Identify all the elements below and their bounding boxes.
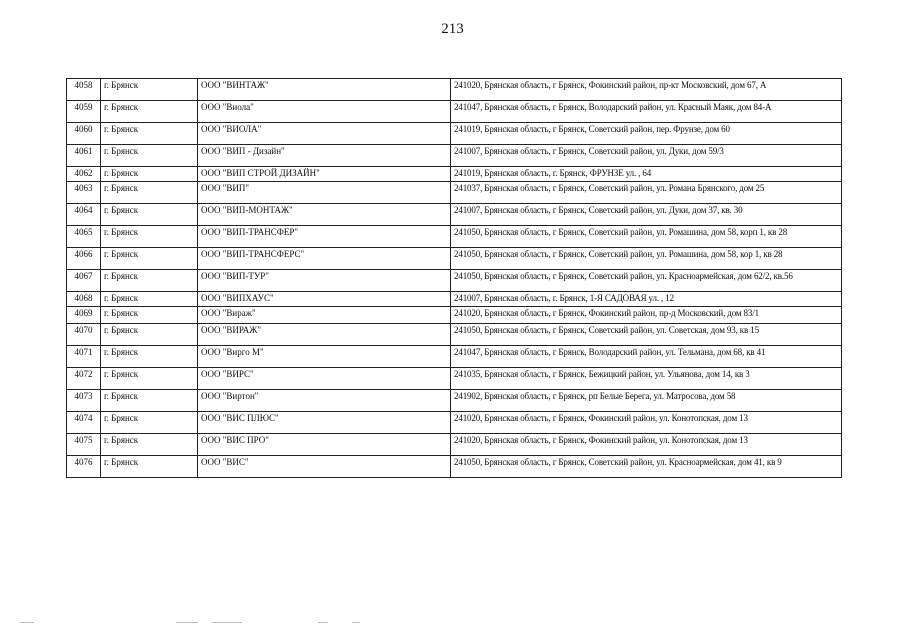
row-number: 4063 [67, 182, 101, 204]
row-city: г. Брянск [101, 324, 198, 346]
table-row [67, 324, 842, 346]
table-row [67, 182, 842, 204]
row-number: 4060 [67, 123, 101, 145]
row-city: г. Брянск [101, 248, 198, 270]
row-organization-name: ООО "Вирго М" [198, 346, 451, 368]
table-row [67, 167, 842, 182]
row-organization-name: ООО "ВИП - Дизайн" [198, 145, 451, 167]
row-city: г. Брянск [101, 145, 198, 167]
row-city: г. Брянск [101, 346, 198, 368]
row-number: 4070 [67, 324, 101, 346]
row-city: г. Брянск [101, 101, 198, 123]
row-organization-name: ООО "ВИП СТРОЙ ДИЗАЙН" [198, 167, 451, 182]
row-address: 241020, Брянская область, г Брянск, Фокинский район, пр-д Московский, дом 83/1 [451, 307, 842, 324]
row-city: г. Брянск [101, 123, 198, 145]
table-row [67, 248, 842, 270]
row-number: 4059 [67, 101, 101, 123]
scan-artifact-line [212, 622, 242, 623]
table-row [67, 79, 842, 101]
row-number: 4061 [67, 145, 101, 167]
row-address: 241037, Брянская область, г Брянск, Советский район, ул. Романа Брянского, дом 25 [451, 182, 842, 204]
row-address: 241902, Брянская область, г Брянск, рп Белые Берега, ул. Матросова, дом 58 [451, 390, 842, 412]
row-number: 4062 [67, 167, 101, 182]
row-number: 4067 [67, 270, 101, 292]
row-address: 241019, Брянская область, г. Брянск, ФРУНЗЕ ул. , 64 [451, 167, 842, 182]
row-number: 4071 [67, 346, 101, 368]
organization-registry-table [66, 78, 842, 478]
row-address: 241007, Брянская область, г Брянск, Советский район, ул. Дуки, дом 59/3 [451, 145, 842, 167]
row-address: 241020, Брянская область, г Брянск, Фокинский район, ул. Конотопская, дом 13 [451, 434, 842, 456]
row-address: 241035, Брянская область, г Брянск, Бежицкий район, ул. Ульянова, дом 14, кв 3 [451, 368, 842, 390]
row-address: 241047, Брянская область, г Брянск, Володарский район, ул. Красный Маяк, дом 84-А [451, 101, 842, 123]
row-city: г. Брянск [101, 368, 198, 390]
table-row [67, 204, 842, 226]
scan-artifact-line [318, 622, 328, 623]
table-row [67, 292, 842, 307]
page-number: 213 [441, 21, 464, 37]
row-city: г. Брянск [101, 390, 198, 412]
row-organization-name: ООО "ВИНТАЖ" [198, 79, 451, 101]
row-city: г. Брянск [101, 434, 198, 456]
row-address: 241050, Брянская область, г Брянск, Советский район, ул. Советская, дом 93, кв 15 [451, 324, 842, 346]
row-organization-name: ООО "Виртон" [198, 390, 451, 412]
scan-artifact-line [352, 622, 360, 623]
row-city: г. Брянск [101, 226, 198, 248]
row-number: 4065 [67, 226, 101, 248]
row-city: г. Брянск [101, 167, 198, 182]
table-row [67, 101, 842, 123]
row-number: 4064 [67, 204, 101, 226]
row-address: 241020, Брянская область, г Брянск, Фокинский район, ул. Конотопская, дом 13 [451, 412, 842, 434]
row-city: г. Брянск [101, 456, 198, 478]
row-organization-name: ООО "ВИС" [198, 456, 451, 478]
table-row [67, 226, 842, 248]
row-organization-name: ООО "ВИП-ТУР" [198, 270, 451, 292]
row-organization-name: ООО "ВИРС" [198, 368, 451, 390]
table-row [67, 390, 842, 412]
row-number: 4072 [67, 368, 101, 390]
row-number: 4066 [67, 248, 101, 270]
row-address: 241050, Брянская область, г Брянск, Советский район, ул. Ромашина, дом 58, кор 1, кв 28 [451, 248, 842, 270]
scan-artifact-line [20, 622, 34, 623]
table-row [67, 145, 842, 167]
row-address: 241047, Брянская область, г Брянск, Володарский район, ул. Тельмана, дом 68, кв 41 [451, 346, 842, 368]
row-city: г. Брянск [101, 204, 198, 226]
row-number: 4074 [67, 412, 101, 434]
row-organization-name: ООО "ВИРАЖ" [198, 324, 451, 346]
row-number: 4058 [67, 79, 101, 101]
row-address: 241007, Брянская область, г. Брянск, 1-Я САДОВАЯ ул. , 12 [451, 292, 842, 307]
row-organization-name: ООО "ВИС ПРО" [198, 434, 451, 456]
row-organization-name: ООО "ВИОЛА" [198, 123, 451, 145]
row-city: г. Брянск [101, 307, 198, 324]
row-organization-name: ООО "Вираж" [198, 307, 451, 324]
row-number: 4069 [67, 307, 101, 324]
table-row [67, 434, 842, 456]
row-city: г. Брянск [101, 182, 198, 204]
table-row [67, 270, 842, 292]
row-number: 4068 [67, 292, 101, 307]
table-row [67, 412, 842, 434]
row-organization-name: ООО "ВИП" [198, 182, 451, 204]
row-city: г. Брянск [101, 79, 198, 101]
table-row [67, 368, 842, 390]
table-row [67, 456, 842, 478]
row-organization-name: ООО "ВИП-МОНТАЖ" [198, 204, 451, 226]
row-address: 241050, Брянская область, г Брянск, Советский район, ул. Красноармейская, дом 41, кв 9 [451, 456, 842, 478]
row-city: г. Брянск [101, 292, 198, 307]
row-organization-name: ООО "ВИП-ТРАНСФЕР" [198, 226, 451, 248]
row-address: 241019, Брянская область, г Брянск, Советский район, пер. Фрунзе, дом 60 [451, 123, 842, 145]
table-row [67, 346, 842, 368]
row-address: 241050, Брянская область, г Брянск, Советский район, ул. Ромашина, дом 58, корп 1, кв 28 [451, 226, 842, 248]
row-organization-name: ООО "ВИС ПЛЮС" [198, 412, 451, 434]
row-address: 241020, Брянская область, г Брянск, Фокинский район, пр-кт Московский, дом 67, А [451, 79, 842, 101]
row-number: 4075 [67, 434, 101, 456]
table-row [67, 123, 842, 145]
row-address: 241050, Брянская область, г Брянск, Советский район, ул. Красноармейская, дом 62/2, кв.56 [451, 270, 842, 292]
table-row [67, 307, 842, 324]
row-address: 241007, Брянская область, г Брянск, Советский район, ул. Дуки, дом 37, кв. 30 [451, 204, 842, 226]
row-organization-name: ООО "ВИП-ТРАНСФЕРС" [198, 248, 451, 270]
row-city: г. Брянск [101, 412, 198, 434]
row-organization-name: ООО "ВИПХАУС" [198, 292, 451, 307]
row-number: 4076 [67, 456, 101, 478]
row-organization-name: ООО "Виола" [198, 101, 451, 123]
row-city: г. Брянск [101, 270, 198, 292]
row-number: 4073 [67, 390, 101, 412]
scan-artifact-line [176, 622, 198, 623]
